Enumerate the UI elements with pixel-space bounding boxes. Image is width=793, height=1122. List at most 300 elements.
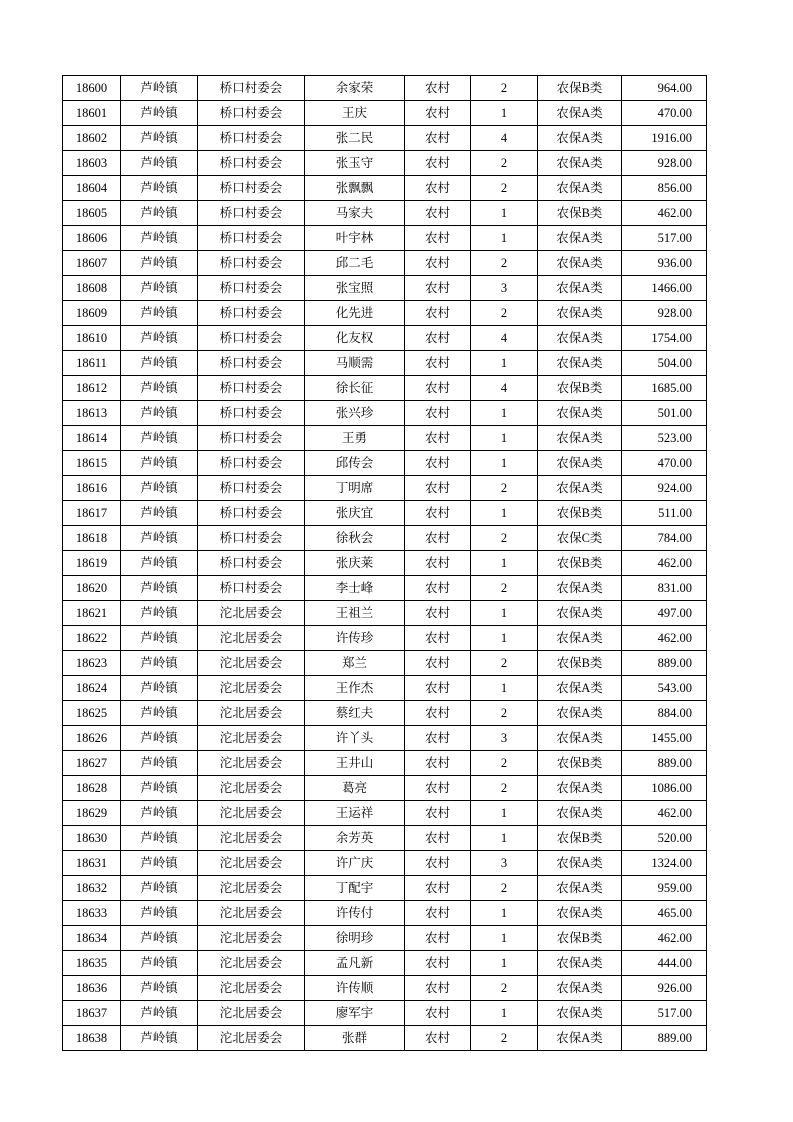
cell-village-committee: 沱北居委会	[198, 776, 305, 801]
cell-record-id: 18623	[63, 651, 121, 676]
cell-insurance-category: 农保A类	[538, 1001, 622, 1026]
cell-village-committee: 桥口村委会	[198, 501, 305, 526]
table-row	[63, 426, 707, 451]
cell-insurance-category: 农保A类	[538, 951, 622, 976]
cell-person-count: 2	[471, 1026, 538, 1051]
cell-person-count: 2	[471, 476, 538, 501]
table-row	[63, 776, 707, 801]
cell-village-committee: 沱北居委会	[198, 926, 305, 951]
cell-village-committee: 桥口村委会	[198, 76, 305, 101]
cell-record-id: 18614	[63, 426, 121, 451]
cell-village-committee: 沱北居委会	[198, 826, 305, 851]
cell-residence-type: 农村	[405, 101, 471, 126]
cell-insurance-category: 农保A类	[538, 626, 622, 651]
cell-person-count: 2	[471, 776, 538, 801]
cell-insurance-category: 农保B类	[538, 551, 622, 576]
table-row	[63, 626, 707, 651]
cell-person-count: 1	[471, 951, 538, 976]
cell-amount: 1324.00	[622, 851, 707, 876]
table-row	[63, 951, 707, 976]
cell-person-name: 许广庆	[305, 851, 405, 876]
cell-person-name: 丁配宇	[305, 876, 405, 901]
cell-record-id: 18610	[63, 326, 121, 351]
cell-person-name: 王庆	[305, 101, 405, 126]
cell-residence-type: 农村	[405, 351, 471, 376]
cell-village-committee: 桥口村委会	[198, 476, 305, 501]
cell-residence-type: 农村	[405, 201, 471, 226]
cell-residence-type: 农村	[405, 1001, 471, 1026]
cell-person-count: 1	[471, 201, 538, 226]
cell-town: 芦岭镇	[121, 226, 198, 251]
cell-amount: 959.00	[622, 876, 707, 901]
cell-village-committee: 沱北居委会	[198, 1001, 305, 1026]
table-row	[63, 101, 707, 126]
cell-amount: 520.00	[622, 826, 707, 851]
cell-town: 芦岭镇	[121, 501, 198, 526]
cell-town: 芦岭镇	[121, 551, 198, 576]
cell-town: 芦岭镇	[121, 301, 198, 326]
cell-insurance-category: 农保A类	[538, 126, 622, 151]
cell-person-name: 张二民	[305, 126, 405, 151]
cell-person-count: 1	[471, 426, 538, 451]
cell-person-name: 化先进	[305, 301, 405, 326]
cell-person-count: 2	[471, 976, 538, 1001]
cell-town: 芦岭镇	[121, 876, 198, 901]
cell-residence-type: 农村	[405, 801, 471, 826]
table-row	[63, 351, 707, 376]
cell-record-id: 18627	[63, 751, 121, 776]
cell-amount: 889.00	[622, 751, 707, 776]
cell-record-id: 18611	[63, 351, 121, 376]
cell-person-count: 2	[471, 76, 538, 101]
cell-residence-type: 农村	[405, 151, 471, 176]
cell-amount: 462.00	[622, 551, 707, 576]
cell-record-id: 18618	[63, 526, 121, 551]
table-row	[63, 601, 707, 626]
cell-town: 芦岭镇	[121, 451, 198, 476]
cell-village-committee: 沱北居委会	[198, 676, 305, 701]
cell-town: 芦岭镇	[121, 751, 198, 776]
cell-insurance-category: 农保A类	[538, 601, 622, 626]
cell-person-count: 1	[471, 601, 538, 626]
cell-amount: 497.00	[622, 601, 707, 626]
cell-person-count: 1	[471, 801, 538, 826]
cell-insurance-category: 农保A类	[538, 576, 622, 601]
cell-village-committee: 沱北居委会	[198, 876, 305, 901]
cell-residence-type: 农村	[405, 876, 471, 901]
cell-insurance-category: 农保B类	[538, 751, 622, 776]
cell-person-name: 王井山	[305, 751, 405, 776]
cell-amount: 470.00	[622, 101, 707, 126]
cell-person-count: 1	[471, 901, 538, 926]
cell-town: 芦岭镇	[121, 376, 198, 401]
cell-insurance-category: 农保A类	[538, 401, 622, 426]
cell-town: 芦岭镇	[121, 976, 198, 1001]
cell-person-name: 王作杰	[305, 676, 405, 701]
cell-amount: 504.00	[622, 351, 707, 376]
table-row	[63, 526, 707, 551]
cell-record-id: 18602	[63, 126, 121, 151]
cell-town: 芦岭镇	[121, 951, 198, 976]
cell-residence-type: 农村	[405, 776, 471, 801]
cell-town: 芦岭镇	[121, 676, 198, 701]
cell-amount: 462.00	[622, 926, 707, 951]
cell-insurance-category: 农保C类	[538, 526, 622, 551]
cell-town: 芦岭镇	[121, 401, 198, 426]
cell-residence-type: 农村	[405, 826, 471, 851]
cell-insurance-category: 农保A类	[538, 1026, 622, 1051]
cell-amount: 523.00	[622, 426, 707, 451]
cell-village-committee: 沱北居委会	[198, 626, 305, 651]
cell-residence-type: 农村	[405, 951, 471, 976]
cell-person-name: 许传顺	[305, 976, 405, 1001]
cell-person-count: 2	[471, 876, 538, 901]
cell-village-committee: 沱北居委会	[198, 976, 305, 1001]
cell-insurance-category: 农保B类	[538, 76, 622, 101]
cell-town: 芦岭镇	[121, 601, 198, 626]
table-row	[63, 176, 707, 201]
cell-village-committee: 桥口村委会	[198, 201, 305, 226]
cell-record-id: 18604	[63, 176, 121, 201]
cell-insurance-category: 农保A类	[538, 426, 622, 451]
cell-record-id: 18619	[63, 551, 121, 576]
table-row	[63, 676, 707, 701]
cell-residence-type: 农村	[405, 726, 471, 751]
cell-person-count: 1	[471, 501, 538, 526]
cell-town: 芦岭镇	[121, 201, 198, 226]
cell-town: 芦岭镇	[121, 476, 198, 501]
cell-person-count: 1	[471, 101, 538, 126]
cell-person-count: 1	[471, 1001, 538, 1026]
cell-village-committee: 沱北居委会	[198, 701, 305, 726]
cell-record-id: 18613	[63, 401, 121, 426]
table-row	[63, 701, 707, 726]
cell-record-id: 18617	[63, 501, 121, 526]
cell-residence-type: 农村	[405, 751, 471, 776]
cell-insurance-category: 农保A类	[538, 226, 622, 251]
cell-person-name: 徐明珍	[305, 926, 405, 951]
cell-town: 芦岭镇	[121, 426, 198, 451]
cell-insurance-category: 农保A类	[538, 101, 622, 126]
cell-record-id: 18638	[63, 1026, 121, 1051]
cell-residence-type: 农村	[405, 276, 471, 301]
cell-village-committee: 沱北居委会	[198, 801, 305, 826]
cell-town: 芦岭镇	[121, 1001, 198, 1026]
cell-person-name: 李士峰	[305, 576, 405, 601]
cell-record-id: 18633	[63, 901, 121, 926]
cell-person-count: 1	[471, 551, 538, 576]
cell-amount: 543.00	[622, 676, 707, 701]
cell-person-count: 1	[471, 826, 538, 851]
cell-village-committee: 沱北居委会	[198, 726, 305, 751]
cell-residence-type: 农村	[405, 901, 471, 926]
cell-person-count: 2	[471, 176, 538, 201]
cell-person-name: 许传珍	[305, 626, 405, 651]
cell-person-name: 王勇	[305, 426, 405, 451]
cell-residence-type: 农村	[405, 301, 471, 326]
cell-person-name: 余家荣	[305, 76, 405, 101]
cell-residence-type: 农村	[405, 676, 471, 701]
table-row	[63, 251, 707, 276]
cell-person-count: 1	[471, 626, 538, 651]
cell-residence-type: 农村	[405, 601, 471, 626]
cell-village-committee: 桥口村委会	[198, 401, 305, 426]
cell-amount: 511.00	[622, 501, 707, 526]
cell-person-name: 廖军宇	[305, 1001, 405, 1026]
table-row	[63, 376, 707, 401]
cell-village-committee: 沱北居委会	[198, 751, 305, 776]
cell-person-name: 邱传会	[305, 451, 405, 476]
cell-insurance-category: 农保A类	[538, 726, 622, 751]
cell-amount: 462.00	[622, 801, 707, 826]
cell-residence-type: 农村	[405, 551, 471, 576]
cell-insurance-category: 农保A类	[538, 151, 622, 176]
cell-person-count: 4	[471, 376, 538, 401]
table-row	[63, 1001, 707, 1026]
table-row	[63, 801, 707, 826]
cell-record-id: 18603	[63, 151, 121, 176]
cell-town: 芦岭镇	[121, 176, 198, 201]
cell-residence-type: 农村	[405, 976, 471, 1001]
table-row	[63, 901, 707, 926]
cell-person-name: 张兴珍	[305, 401, 405, 426]
cell-insurance-category: 农保A类	[538, 901, 622, 926]
cell-amount: 1754.00	[622, 326, 707, 351]
cell-residence-type: 农村	[405, 76, 471, 101]
cell-insurance-category: 农保A类	[538, 776, 622, 801]
cell-person-count: 2	[471, 651, 538, 676]
cell-person-name: 许丫头	[305, 726, 405, 751]
table-row	[63, 826, 707, 851]
table-row	[63, 976, 707, 1001]
cell-amount: 831.00	[622, 576, 707, 601]
cell-record-id: 18605	[63, 201, 121, 226]
cell-amount: 926.00	[622, 976, 707, 1001]
cell-village-committee: 桥口村委会	[198, 176, 305, 201]
cell-insurance-category: 农保B类	[538, 376, 622, 401]
cell-residence-type: 农村	[405, 401, 471, 426]
cell-record-id: 18620	[63, 576, 121, 601]
cell-person-name: 蔡红夫	[305, 701, 405, 726]
cell-amount: 1685.00	[622, 376, 707, 401]
cell-insurance-category: 农保A类	[538, 176, 622, 201]
cell-person-count: 1	[471, 351, 538, 376]
cell-person-name: 张庆宜	[305, 501, 405, 526]
cell-person-count: 3	[471, 276, 538, 301]
cell-village-committee: 桥口村委会	[198, 576, 305, 601]
cell-residence-type: 农村	[405, 176, 471, 201]
cell-record-id: 18637	[63, 1001, 121, 1026]
cell-amount: 884.00	[622, 701, 707, 726]
cell-person-count: 3	[471, 726, 538, 751]
cell-record-id: 18616	[63, 476, 121, 501]
cell-record-id: 18615	[63, 451, 121, 476]
cell-village-committee: 桥口村委会	[198, 326, 305, 351]
table-row	[63, 126, 707, 151]
cell-town: 芦岭镇	[121, 801, 198, 826]
cell-person-count: 2	[471, 701, 538, 726]
cell-record-id: 18634	[63, 926, 121, 951]
cell-insurance-category: 农保A类	[538, 676, 622, 701]
cell-town: 芦岭镇	[121, 776, 198, 801]
cell-insurance-category: 农保B类	[538, 201, 622, 226]
cell-village-committee: 桥口村委会	[198, 151, 305, 176]
cell-person-count: 3	[471, 851, 538, 876]
cell-person-name: 丁明席	[305, 476, 405, 501]
cell-person-count: 1	[471, 926, 538, 951]
cell-town: 芦岭镇	[121, 351, 198, 376]
cell-town: 芦岭镇	[121, 1026, 198, 1051]
cell-record-id: 18622	[63, 626, 121, 651]
cell-village-committee: 桥口村委会	[198, 251, 305, 276]
cell-insurance-category: 农保A类	[538, 351, 622, 376]
cell-person-name: 邱二毛	[305, 251, 405, 276]
cell-residence-type: 农村	[405, 451, 471, 476]
cell-amount: 924.00	[622, 476, 707, 501]
table-row	[63, 501, 707, 526]
table-row	[63, 151, 707, 176]
cell-amount: 470.00	[622, 451, 707, 476]
cell-village-committee: 沱北居委会	[198, 651, 305, 676]
table-row	[63, 326, 707, 351]
cell-person-name: 张庆莱	[305, 551, 405, 576]
cell-residence-type: 农村	[405, 226, 471, 251]
table-row	[63, 201, 707, 226]
cell-village-committee: 桥口村委会	[198, 526, 305, 551]
cell-amount: 517.00	[622, 1001, 707, 1026]
cell-amount: 1916.00	[622, 126, 707, 151]
table-row	[63, 576, 707, 601]
cell-person-name: 张群	[305, 1026, 405, 1051]
cell-amount: 964.00	[622, 76, 707, 101]
cell-person-count: 2	[471, 251, 538, 276]
cell-amount: 462.00	[622, 626, 707, 651]
cell-person-count: 1	[471, 676, 538, 701]
cell-record-id: 18601	[63, 101, 121, 126]
cell-person-count: 2	[471, 301, 538, 326]
cell-amount: 928.00	[622, 151, 707, 176]
table-row	[63, 876, 707, 901]
cell-person-name: 张玉守	[305, 151, 405, 176]
cell-person-name: 许传付	[305, 901, 405, 926]
cell-town: 芦岭镇	[121, 926, 198, 951]
cell-amount: 784.00	[622, 526, 707, 551]
cell-amount: 501.00	[622, 401, 707, 426]
cell-amount: 465.00	[622, 901, 707, 926]
table-row	[63, 1026, 707, 1051]
cell-record-id: 18635	[63, 951, 121, 976]
cell-person-count: 1	[471, 401, 538, 426]
cell-record-id: 18606	[63, 226, 121, 251]
cell-person-name: 王祖兰	[305, 601, 405, 626]
cell-record-id: 18607	[63, 251, 121, 276]
cell-amount: 1086.00	[622, 776, 707, 801]
cell-residence-type: 农村	[405, 501, 471, 526]
cell-insurance-category: 农保B类	[538, 826, 622, 851]
cell-person-count: 4	[471, 126, 538, 151]
cell-insurance-category: 农保A类	[538, 301, 622, 326]
cell-village-committee: 沱北居委会	[198, 851, 305, 876]
cell-amount: 517.00	[622, 226, 707, 251]
cell-town: 芦岭镇	[121, 76, 198, 101]
cell-village-committee: 桥口村委会	[198, 101, 305, 126]
cell-village-committee: 桥口村委会	[198, 376, 305, 401]
cell-person-name: 张宝照	[305, 276, 405, 301]
cell-record-id: 18609	[63, 301, 121, 326]
cell-insurance-category: 农保A类	[538, 251, 622, 276]
cell-insurance-category: 农保A类	[538, 801, 622, 826]
cell-insurance-category: 农保A类	[538, 451, 622, 476]
cell-record-id: 18636	[63, 976, 121, 1001]
cell-residence-type: 农村	[405, 626, 471, 651]
cell-insurance-category: 农保A类	[538, 976, 622, 1001]
cell-person-count: 1	[471, 451, 538, 476]
cell-insurance-category: 农保A类	[538, 476, 622, 501]
cell-residence-type: 农村	[405, 701, 471, 726]
cell-town: 芦岭镇	[121, 701, 198, 726]
cell-residence-type: 农村	[405, 126, 471, 151]
cell-town: 芦岭镇	[121, 826, 198, 851]
cell-record-id: 18625	[63, 701, 121, 726]
cell-record-id: 18631	[63, 851, 121, 876]
cell-record-id: 18629	[63, 801, 121, 826]
cell-person-name: 叶宇林	[305, 226, 405, 251]
cell-amount: 462.00	[622, 201, 707, 226]
table-row	[63, 551, 707, 576]
table-row	[63, 926, 707, 951]
cell-person-count: 4	[471, 326, 538, 351]
cell-residence-type: 农村	[405, 326, 471, 351]
cell-town: 芦岭镇	[121, 151, 198, 176]
table-row	[63, 301, 707, 326]
cell-village-committee: 沱北居委会	[198, 1026, 305, 1051]
cell-amount: 889.00	[622, 1026, 707, 1051]
cell-residence-type: 农村	[405, 1026, 471, 1051]
table-body	[63, 76, 707, 1051]
cell-record-id: 18612	[63, 376, 121, 401]
cell-person-name: 葛亮	[305, 776, 405, 801]
cell-person-name: 郑兰	[305, 651, 405, 676]
cell-amount: 889.00	[622, 651, 707, 676]
cell-residence-type: 农村	[405, 576, 471, 601]
table-row	[63, 451, 707, 476]
cell-amount: 1466.00	[622, 276, 707, 301]
cell-person-count: 2	[471, 751, 538, 776]
cell-village-committee: 桥口村委会	[198, 126, 305, 151]
cell-person-name: 张飘飘	[305, 176, 405, 201]
cell-insurance-category: 农保B类	[538, 926, 622, 951]
cell-record-id: 18632	[63, 876, 121, 901]
cell-insurance-category: 农保B类	[538, 501, 622, 526]
cell-residence-type: 农村	[405, 651, 471, 676]
cell-person-name: 徐长征	[305, 376, 405, 401]
cell-record-id: 18630	[63, 826, 121, 851]
table-row	[63, 751, 707, 776]
cell-residence-type: 农村	[405, 426, 471, 451]
cell-insurance-category: 农保A类	[538, 326, 622, 351]
cell-town: 芦岭镇	[121, 626, 198, 651]
cell-record-id: 18600	[63, 76, 121, 101]
cell-residence-type: 农村	[405, 851, 471, 876]
cell-person-name: 王运祥	[305, 801, 405, 826]
cell-person-count: 2	[471, 526, 538, 551]
cell-amount: 856.00	[622, 176, 707, 201]
table-row	[63, 476, 707, 501]
cell-town: 芦岭镇	[121, 526, 198, 551]
cell-residence-type: 农村	[405, 251, 471, 276]
cell-village-committee: 桥口村委会	[198, 276, 305, 301]
cell-insurance-category: 农保A类	[538, 876, 622, 901]
